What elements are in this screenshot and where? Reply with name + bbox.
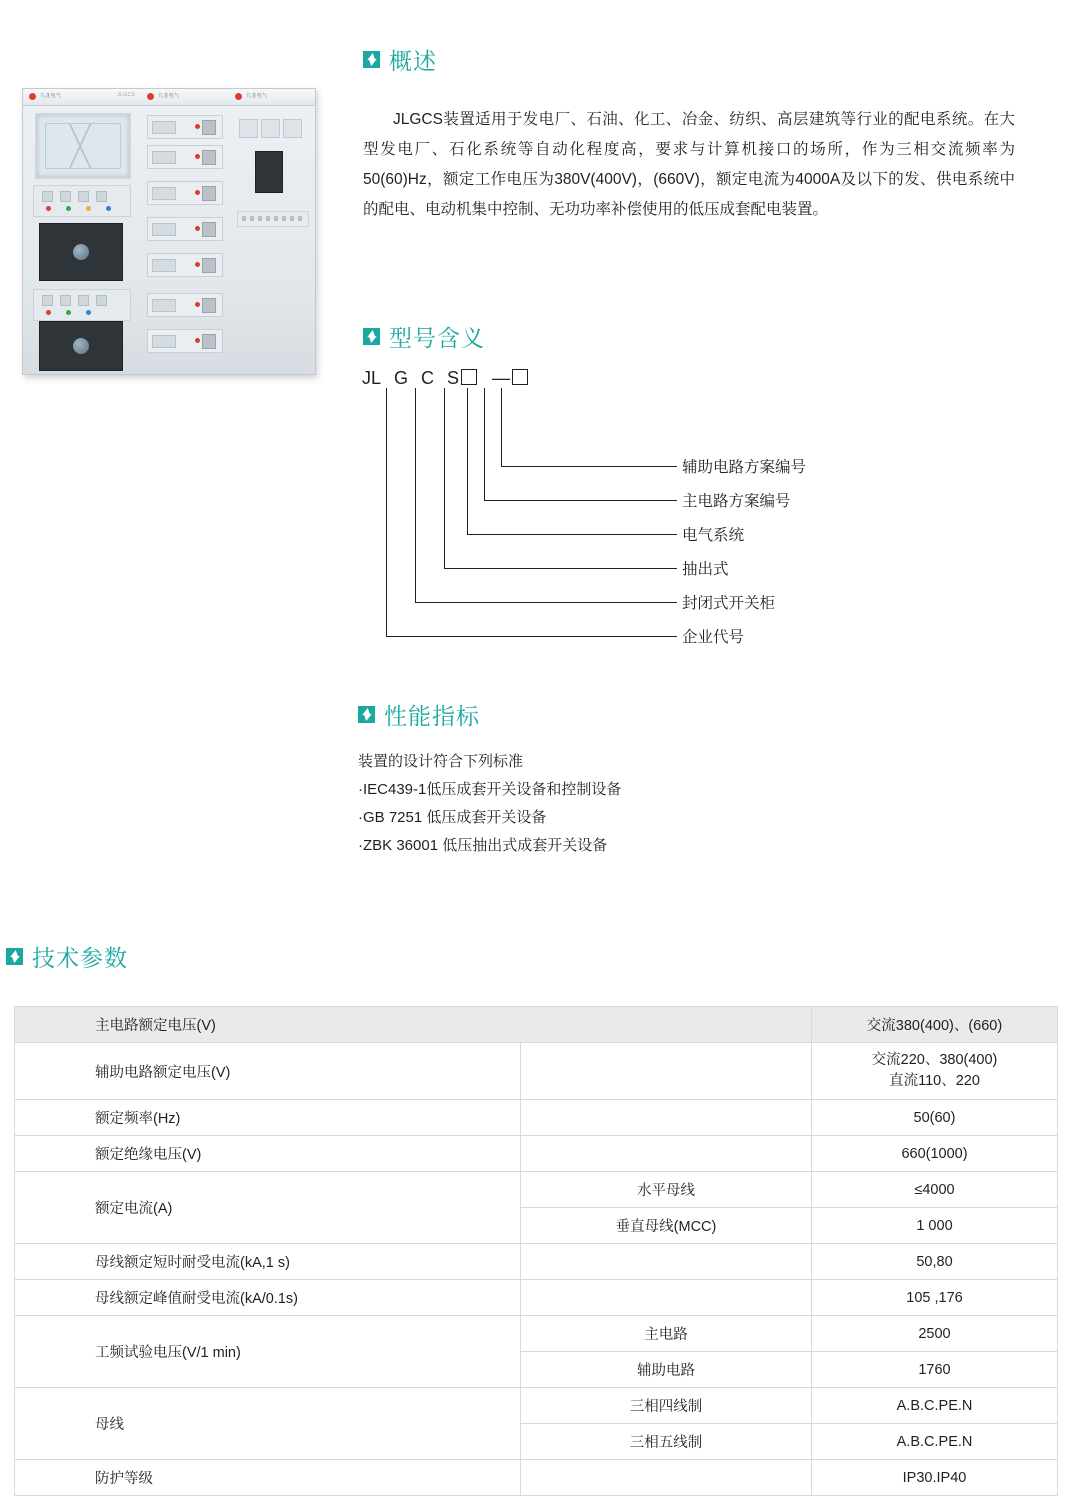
performance-standard-3: ·ZBK 36001 低压抽出式成套开关设备 <box>358 837 608 854</box>
performance-intro: 装置的设计符合下列标准 <box>358 753 524 770</box>
param-value: A.B.C.PE.N <box>812 1424 1058 1460</box>
indicator-led-icon <box>66 310 71 315</box>
bolt-icon <box>363 51 380 68</box>
overview-title: 概述 <box>389 48 437 74</box>
tech-params-table <box>14 1006 1058 1496</box>
param-sub: 水平母线 <box>521 1172 812 1208</box>
panel-button-icon <box>96 191 107 202</box>
withdrawable-drawer-unit <box>147 115 223 139</box>
indicator-led-icon <box>195 338 200 343</box>
breaker-knob-icon <box>73 338 89 354</box>
param-value: 50,80 <box>812 1244 1058 1280</box>
brand-dot-icon <box>147 93 154 100</box>
drawer-label-icon <box>152 187 176 200</box>
performance-title: 性能指标 <box>384 703 480 729</box>
withdrawable-drawer-unit <box>147 181 223 205</box>
section-heading-overview <box>363 43 437 76</box>
performance-standard-2: ·GB 7251 低压成套开关设备 <box>358 809 547 826</box>
param-label: 工频试验电压(V/1 min) <box>15 1316 521 1388</box>
drawer-switch-icon <box>202 334 216 349</box>
param-label: 额定绝缘电压(V) <box>15 1136 521 1172</box>
bolt-icon <box>363 328 380 345</box>
param-sub <box>521 1100 812 1136</box>
cabinet-section-right <box>229 89 315 374</box>
section-heading-tech-params <box>6 940 128 973</box>
model-code-dash: — <box>492 368 511 388</box>
model-legend-5: 封闭式开关柜 <box>682 595 776 612</box>
table-row <box>15 1172 1058 1208</box>
param-label: 母线 <box>15 1388 521 1460</box>
drawer-switch-icon <box>202 258 216 273</box>
breaker-unit-icon <box>39 321 123 371</box>
drawer-label-icon <box>152 259 176 272</box>
performance-content <box>358 748 958 860</box>
param-label: 额定电流(A) <box>15 1172 521 1244</box>
param-value: 660(1000) <box>812 1136 1058 1172</box>
param-sub: 三相四线制 <box>521 1388 812 1424</box>
param-value: 交流220、380(400) 直流110、220 <box>812 1043 1058 1100</box>
bolt-icon <box>6 948 23 965</box>
indicator-led-icon <box>195 226 200 231</box>
indicator-led-icon <box>106 206 111 211</box>
cabinet-viewing-window <box>35 113 131 179</box>
table-row <box>15 1388 1058 1424</box>
model-legend-6: 企业代号 <box>682 629 745 646</box>
switchgear-cabinet-illustration <box>22 88 316 375</box>
brand-dot-icon <box>235 93 242 100</box>
withdrawable-drawer-unit <box>147 293 223 317</box>
table-row <box>15 1136 1058 1172</box>
panel-button-icon <box>60 191 71 202</box>
indicator-led-icon <box>86 206 91 211</box>
drawer-switch-icon <box>202 120 216 135</box>
model-code-string <box>362 368 541 389</box>
model-code-box-2 <box>512 369 528 385</box>
param-value: 1 000 <box>812 1208 1058 1244</box>
param-value: 交流380(400)、(660) <box>812 1007 1058 1043</box>
leader-line-6 <box>386 388 677 637</box>
panel-button-icon <box>96 295 107 306</box>
drawer-switch-icon <box>202 222 216 237</box>
performance-standard-1: ·IEC439-1低压成套开关设备和控制设备 <box>358 781 622 798</box>
model-legend-1: 辅助电路方案编号 <box>682 459 807 476</box>
withdrawable-drawer-unit <box>147 253 223 277</box>
panel-button-icon <box>42 191 53 202</box>
model-code-s: S <box>447 368 460 388</box>
param-value: A.B.C.PE.N <box>812 1388 1058 1424</box>
cabinet-top-bar <box>229 89 315 106</box>
cabinet-section-middle <box>141 89 230 374</box>
param-sub <box>521 1043 812 1100</box>
panel-button-icon <box>78 191 89 202</box>
drawer-switch-icon <box>202 150 216 165</box>
param-sub: 主电路 <box>521 1316 812 1352</box>
param-label: 辅助电路额定电压(V) <box>15 1043 521 1100</box>
withdrawable-drawer-unit <box>147 329 223 353</box>
param-value: 2500 <box>812 1316 1058 1352</box>
model-code-g: G <box>394 368 409 388</box>
param-value: ≤4000 <box>812 1172 1058 1208</box>
terminal-strip-icon <box>237 211 309 227</box>
model-legend-3: 电气系统 <box>682 527 745 544</box>
param-label: 母线额定峰值耐受电流(kA/0.1s) <box>15 1280 521 1316</box>
param-label: 母线额定短时耐受电流(kA,1 s) <box>15 1244 521 1280</box>
param-label: 主电路额定电压(V) <box>15 1007 812 1043</box>
table-row <box>15 1244 1058 1280</box>
handle-switch-icon <box>255 151 283 193</box>
cabinet-top-bar <box>141 89 229 106</box>
model-legend-2: 主电路方案编号 <box>682 493 791 510</box>
cabinet-panel-row-2 <box>33 289 131 321</box>
param-sub <box>521 1136 812 1172</box>
table-row <box>15 1280 1058 1316</box>
param-sub: 辅助电路 <box>521 1352 812 1388</box>
model-code-box-1 <box>461 369 477 385</box>
param-value: 50(60) <box>812 1100 1058 1136</box>
param-label: 额定频率(Hz) <box>15 1100 521 1136</box>
withdrawable-drawer-unit <box>147 217 223 241</box>
param-sub <box>521 1244 812 1280</box>
cabinet-section-left <box>23 89 142 374</box>
table-row <box>15 1460 1058 1496</box>
meter-icon <box>261 119 280 138</box>
table-row <box>15 1043 1058 1100</box>
drawer-label-icon <box>152 223 176 236</box>
tech-params-title: 技术参数 <box>32 945 128 971</box>
param-value: 105 ,176 <box>812 1280 1058 1316</box>
brand-dot-icon <box>29 93 36 100</box>
drawer-label-icon <box>152 121 176 134</box>
indicator-led-icon <box>195 124 200 129</box>
panel-button-icon <box>78 295 89 306</box>
meter-icon <box>239 119 258 138</box>
param-sub <box>521 1280 812 1316</box>
indicator-led-icon <box>66 206 71 211</box>
param-sub: 垂直母线(MCC) <box>521 1208 812 1244</box>
indicator-led-icon <box>86 310 91 315</box>
bolt-icon <box>358 706 375 723</box>
cabinet-brand-label: 九龙电气 <box>40 93 62 99</box>
param-sub <box>521 1460 812 1496</box>
withdrawable-drawer-unit <box>147 145 223 169</box>
param-sub: 三相五线制 <box>521 1424 812 1460</box>
table-row <box>15 1316 1058 1352</box>
indicator-led-icon <box>195 262 200 267</box>
meter-icon <box>283 119 302 138</box>
model-meaning-title: 型号含义 <box>389 325 485 351</box>
cabinet-top-bar <box>23 89 141 106</box>
section-heading-model-meaning <box>363 320 485 353</box>
cabinet-panel-row-1 <box>33 185 131 217</box>
panel-button-icon <box>60 295 71 306</box>
cabinet-brand-label: 九龙电气 <box>158 93 180 99</box>
section-heading-performance <box>358 698 480 731</box>
model-code-c: C <box>421 368 435 388</box>
panel-button-icon <box>42 295 53 306</box>
drawer-label-icon <box>152 299 176 312</box>
indicator-led-icon <box>46 206 51 211</box>
overview-paragraph: JLGCS装置适用于发电厂、石油、化工、冶金、纺织、高层建筑等行业的配电系统。在大型发电厂、石化系统等自动化程度高，要求与计算机接口的场所，作为三相交流频率为50(60)Hz，额定工作电压为380V(400V)，(660V)，额定电流为4000A及以下的发、供电系统中的配电、电动机集中控制、无功功率补偿使用的低压成套配电装置。 <box>363 111 1015 218</box>
indicator-led-icon <box>195 190 200 195</box>
breaker-knob-icon <box>73 244 89 260</box>
drawer-switch-icon <box>202 298 216 313</box>
drawer-label-icon <box>152 151 176 164</box>
param-value: 1760 <box>812 1352 1058 1388</box>
cabinet-brand-label: 九龙电气 <box>246 93 268 99</box>
param-value: IP30.IP40 <box>812 1460 1058 1496</box>
model-code-jl: JL <box>362 368 382 388</box>
indicator-led-icon <box>195 302 200 307</box>
table-row <box>15 1007 1058 1043</box>
cabinet-model-label: JLGCS <box>117 92 135 98</box>
product-image <box>14 88 324 378</box>
model-legend-4: 抽出式 <box>682 561 729 578</box>
model-meaning-diagram <box>356 360 916 650</box>
indicator-led-icon <box>46 310 51 315</box>
drawer-label-icon <box>152 335 176 348</box>
param-label: 防护等级 <box>15 1460 521 1496</box>
table-row <box>15 1100 1058 1136</box>
breaker-unit-icon <box>39 223 123 281</box>
drawer-switch-icon <box>202 186 216 201</box>
indicator-led-icon <box>195 154 200 159</box>
